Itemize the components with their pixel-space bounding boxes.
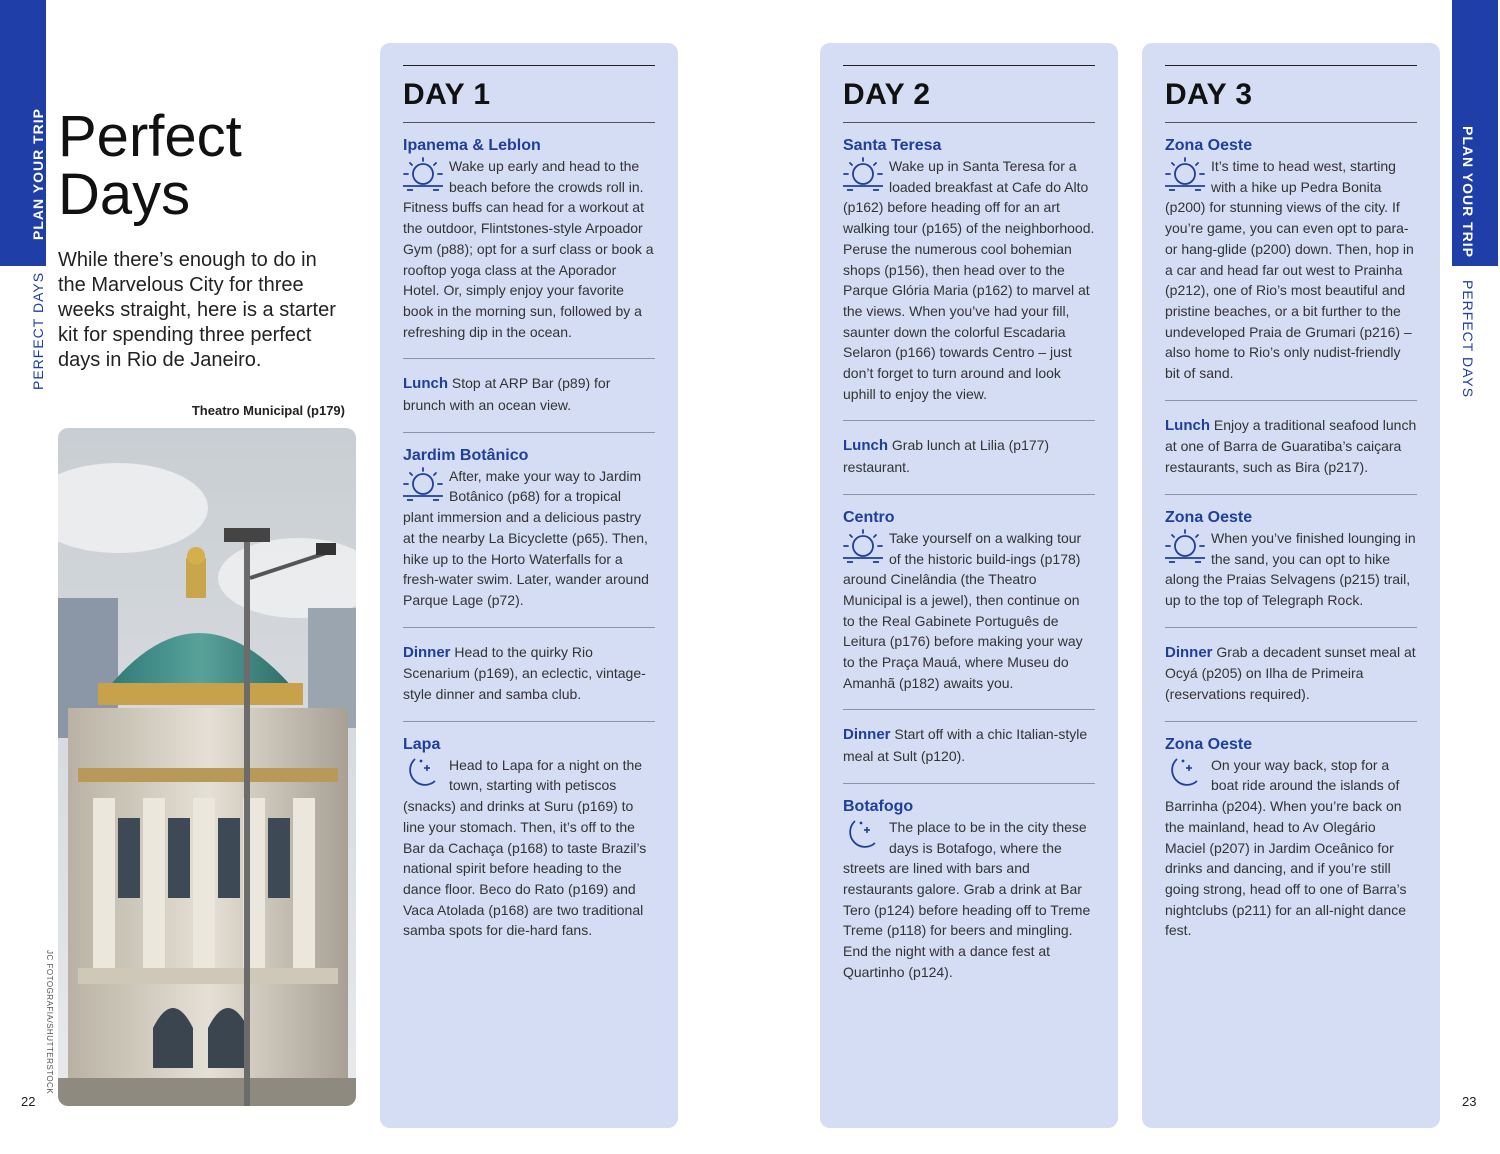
section-body: Head to Lapa for a night on the town, starting with petiscos (snacks) and drinks at Suru (p169) to line your stomach. Then, it’s off to the Bar da Cachaça (p168) to taste Brazil’s national spirit before heading to the dance floor. Beco do Rato (p169) and Vaca Atolada (p168) are two traditional samba spots for die-hard fans. [403,756,647,939]
meal-body: Stop at ARP Bar (p89) for brunch with an ocean view. [403,375,611,414]
itinerary-section [843,123,1095,421]
section-heading: Centro [843,508,895,526]
page-title [58,104,242,227]
sun-icon [401,156,445,192]
itinerary-section [1165,123,1417,401]
itinerary-section [843,784,1095,999]
section-text [1165,528,1417,611]
section-text [843,528,1095,694]
section-body: After, make your way to Jardim Botânico (p68) for a tropical plant immersion and a delicious pastry at the nearby La Bicyclette (p65). Then, hike up to the Horto Waterfalls for a fresh-water swim. Later, wander around Parque Lage (p72). [403,467,649,608]
section-text [403,466,655,611]
section-heading: Lapa [403,735,441,753]
section-heading: Zona Oeste [1165,137,1253,154]
itinerary-section [1165,722,1417,957]
page-number-right: 23 [1462,1094,1477,1109]
meal-label: Lunch [843,437,888,455]
day-panel-1 [380,43,678,1128]
meal-body: Enjoy a traditional seafood lunch at one of Barra de Guaratiba’s caiçara restaurants, such as Bira (p217). [1165,416,1417,476]
photo-credit: JC FOTOGRAFIA/SHUTTERSTOCK [45,950,54,1095]
meal-section [1165,401,1417,495]
theatro-municipal-photo [58,428,356,1106]
meal-section [843,421,1095,494]
left-tab-label: PLAN YOUR TRIP [30,108,46,240]
section-text [843,817,1095,983]
meal-section [403,628,655,722]
sun-icon [1163,528,1207,564]
day-title: DAY 2 [843,65,1095,123]
section-heading: Zona Oeste [1165,735,1253,753]
meal-label: Lunch [1165,416,1210,434]
section-heading: Santa Teresa [843,137,942,154]
section-text [843,156,1095,404]
page-number-left: 22 [21,1094,36,1109]
meal-text [403,642,655,705]
itinerary-section [1165,495,1417,628]
meal-body: Grab a decadent sunset meal at Ocyá (p205) on Ilha de Primeira (reservations required). [1165,643,1416,703]
section-text [1165,156,1417,384]
meal-text [1165,642,1417,705]
meal-section [843,710,1095,783]
meal-label: Dinner [403,643,451,661]
sun-icon [841,528,885,564]
left-section-label: PERFECT DAYS [30,271,46,390]
day-title: DAY 3 [1165,65,1417,123]
meal-section [403,359,655,432]
sun-icon [841,156,885,192]
section-heading: Jardim Botânico [403,446,529,464]
right-tab-label: PLAN YOUR TRIP [1460,126,1476,258]
moon-icon [841,817,885,853]
intro-paragraph: While there’s enough to do in the Marvelous City for three weeks straight, here is a starter kit for spending three perfect days in Rio de Janeiro. [58,249,336,371]
meal-text [843,435,1095,477]
section-body: Wake up in Santa Teresa for a loaded breakfast at Cafe do Alto (p162) before heading off for an art walking tour (p165) of the neighborhood. Peruse the numerous cool bohemian shops (p156), then head over to the Parque Glória Maria (p162) to marvel at the views. When you’ve had your fill, saunter down the colorful Escadaria Selaron (p166) towards Centro – just don’t forget to turn around and look uphill to enjoy the view. [843,158,1095,402]
itinerary-section [403,722,655,957]
section-heading: Ipanema & Leblon [403,137,541,154]
meal-text [843,724,1095,766]
meal-label: Dinner [843,726,891,744]
section-body: The place to be in the city these days is Botafogo, where the streets are lined with bars and restaurants galore. Grab a drink at Bar Tero (p124) before heading off to Treme Treme (p118) for beers and mingling. End the night with a dance fest at Quartinho (p124). [843,818,1091,980]
moon-icon [401,755,445,791]
sun-icon [401,466,445,502]
day-title: DAY 1 [403,65,655,123]
meal-body: Start off with a chic Italian-style meal at Sult (p120). [843,726,1088,765]
section-text [403,755,655,941]
sun-icon [1163,156,1207,192]
itinerary-section [843,495,1095,711]
section-text [1165,755,1417,941]
meal-body: Head to the quirky Rio Scenarium (p169), an eclectic, vintage-style dinner and samba club. [403,643,646,703]
page-title-line1: Perfect [58,104,242,169]
meal-label: Lunch [403,375,448,393]
meal-section [1165,628,1417,722]
section-body: On your way back, stop for a boat ride around the islands of Barrinha (p204). When you’re back on the mainland, head to Av Olegário Maciel (p207) in Jardim Oceânico for drinks and dancing, and if you’re still going strong, head off to one of Barra’s nightclubs (p211) for an all-night dance fest. [1165,756,1407,939]
itinerary-section [403,123,655,359]
section-body: It’s time to head west, starting with a hike up Pedra Bonita (p200) for stunning views of the city. If you’re game, you can even opt to para- or hang-glide (p200) down. Then, hop in a car and head far out west to Prainha (p212), one of Rio’s most beautiful and pristine beaches, or a bit further to the undeveloped Praia de Grumari (p216) – also home to Rio’s only nudist-friendly bit of sand. [1165,158,1414,382]
section-text [403,156,655,342]
meal-text [403,373,655,415]
section-body: When you’ve finished lounging in the sand, you can opt to hike along the Praias Selvagens (p215) trail, up to the top of Telegraph Rock. [1165,529,1416,608]
page-title-line2: Days [58,162,191,227]
photo-caption: Theatro Municipal (p179) [191,403,345,418]
moon-icon [1163,755,1207,791]
meal-text [1165,415,1417,478]
day-panel-3 [1142,43,1440,1128]
section-heading: Botafogo [843,797,914,815]
meal-label: Dinner [1165,643,1213,661]
section-body: Wake up early and head to the beach before the crowds roll in. Fitness buffs can head for a workout at the outdoor, Flintstones-style Arpoador Gym (p88); opt for a surf class or book a rooftop yoga class at the Aporador Hotel. Or, simply enjoy your favorite book in the morning sun, followed by a refreshing dip in the ocean. [403,158,654,340]
day-panel-2 [820,43,1118,1128]
right-section-label: PERFECT DAYS [1460,280,1476,399]
section-heading: Zona Oeste [1165,508,1253,526]
section-body: Take yourself on a walking tour of the historic build-ings (p178) around Cinelândia (the Theatro Municipal is a jewel), then continue on to the Real Gabinete Português de Leitura (p176) before making your way to the Praça Mauá, where Museu do Amanhã (p182) awaits you. [843,529,1083,691]
meal-body: Grab lunch at Lilia (p177) restaurant. [843,437,1050,476]
itinerary-section [403,433,655,628]
